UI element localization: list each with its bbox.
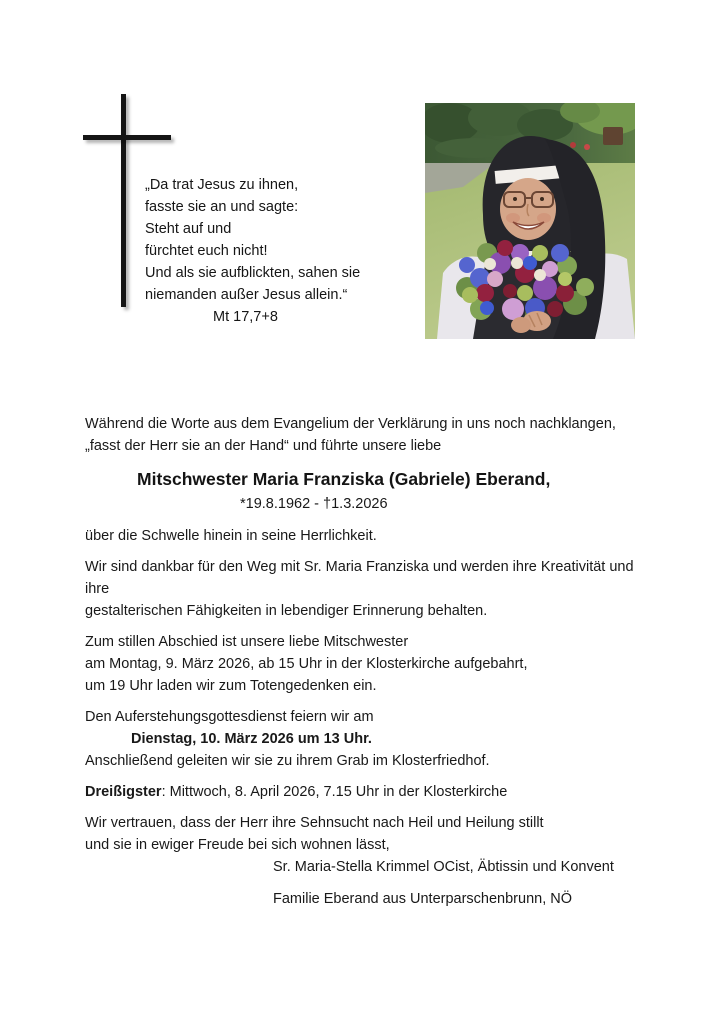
auferstehung-line-3: Anschließend geleiten wir sie zu ihrem Grab im Klosterfriedhof.: [85, 753, 490, 769]
quote-line: „Da trat Jesus zu ihnen,: [145, 177, 299, 193]
quote-line: fasste sie an und sagte:: [145, 199, 299, 215]
dank-line-1: Wir sind dankbar für den Weg mit Sr. Maria Franziska und werden ihre Kreativität und ihre: [85, 559, 634, 597]
cross-vertical-bar: [121, 94, 126, 307]
abschied-paragraph: [85, 631, 655, 697]
portrait-photo: [425, 103, 635, 339]
scripture-reference: Mt 17,7+8: [213, 309, 278, 325]
quote-line: Und als sie aufblickten, sahen sie: [145, 265, 361, 281]
intro-line-2: „fasst der Herr sie an der Hand“ und führte unsere liebe: [85, 438, 442, 454]
signature-family: Familie Eberand aus Unterparschenbrunn, NÖ: [273, 891, 573, 907]
quote-line: fürchtet euch nicht!: [145, 243, 268, 259]
funeral-date-bold: Dienstag, 10. März 2026 um 13 Uhr.: [131, 731, 372, 747]
signature-block: [273, 856, 614, 920]
deceased-dates: *19.8.1962 - †1.3.2026: [240, 496, 388, 512]
quote-line: Steht auf und: [145, 221, 232, 237]
dreissigster-details: : Mittwoch, 8. April 2026, 7.15 Uhr in der Klosterkirche: [161, 784, 508, 800]
dank-line-2: gestalterischen Fähigkeiten in lebendiger Erinnerung behalten.: [85, 603, 488, 619]
auferstehung-line-1: Den Auferstehungsgottesdienst feiern wir am: [85, 709, 374, 725]
vertrauen-line-2: und sie in ewiger Freude bei sich wohnen lässt,: [85, 837, 390, 853]
vertrauen-line-1: Wir vertrauen, dass der Herr ihre Sehnsucht nach Heil und Heilung stillt: [85, 815, 544, 831]
intro-line-1: Während die Worte aus dem Evangelium der Verklärung in uns noch nachklangen,: [85, 416, 616, 432]
auferstehung-paragraph: [85, 706, 655, 772]
scripture-quote: [145, 174, 360, 328]
dreissigster-label: Dreißigster: [85, 784, 162, 800]
dank-paragraph: [85, 556, 655, 622]
schwelle-paragraph: über die Schwelle hinein in seine Herrlichkeit.: [85, 528, 377, 544]
cross-horizontal-bar: [83, 135, 171, 140]
signature-abbess: Sr. Maria-Stella Krimmel OCist, Äbtissin und Konvent: [273, 859, 614, 875]
announcement-text: [85, 413, 655, 865]
abschied-line-3: um 19 Uhr laden wir zum Totengedenken ein.: [85, 678, 377, 694]
deceased-name: Mitschwester Maria Franziska (Gabriele) Eberand,: [137, 469, 551, 489]
abschied-line-1: Zum stillen Abschied ist unsere liebe Mitschwester: [85, 634, 409, 650]
dreissigster-paragraph: [85, 781, 655, 803]
intro-paragraph: [85, 413, 655, 457]
quote-line: niemanden außer Jesus allein.“: [145, 287, 348, 303]
abschied-line-2: am Montag, 9. März 2026, ab 15 Uhr in der Klosterkirche aufgebahrt,: [85, 656, 528, 672]
vertrauen-paragraph: [85, 812, 655, 856]
